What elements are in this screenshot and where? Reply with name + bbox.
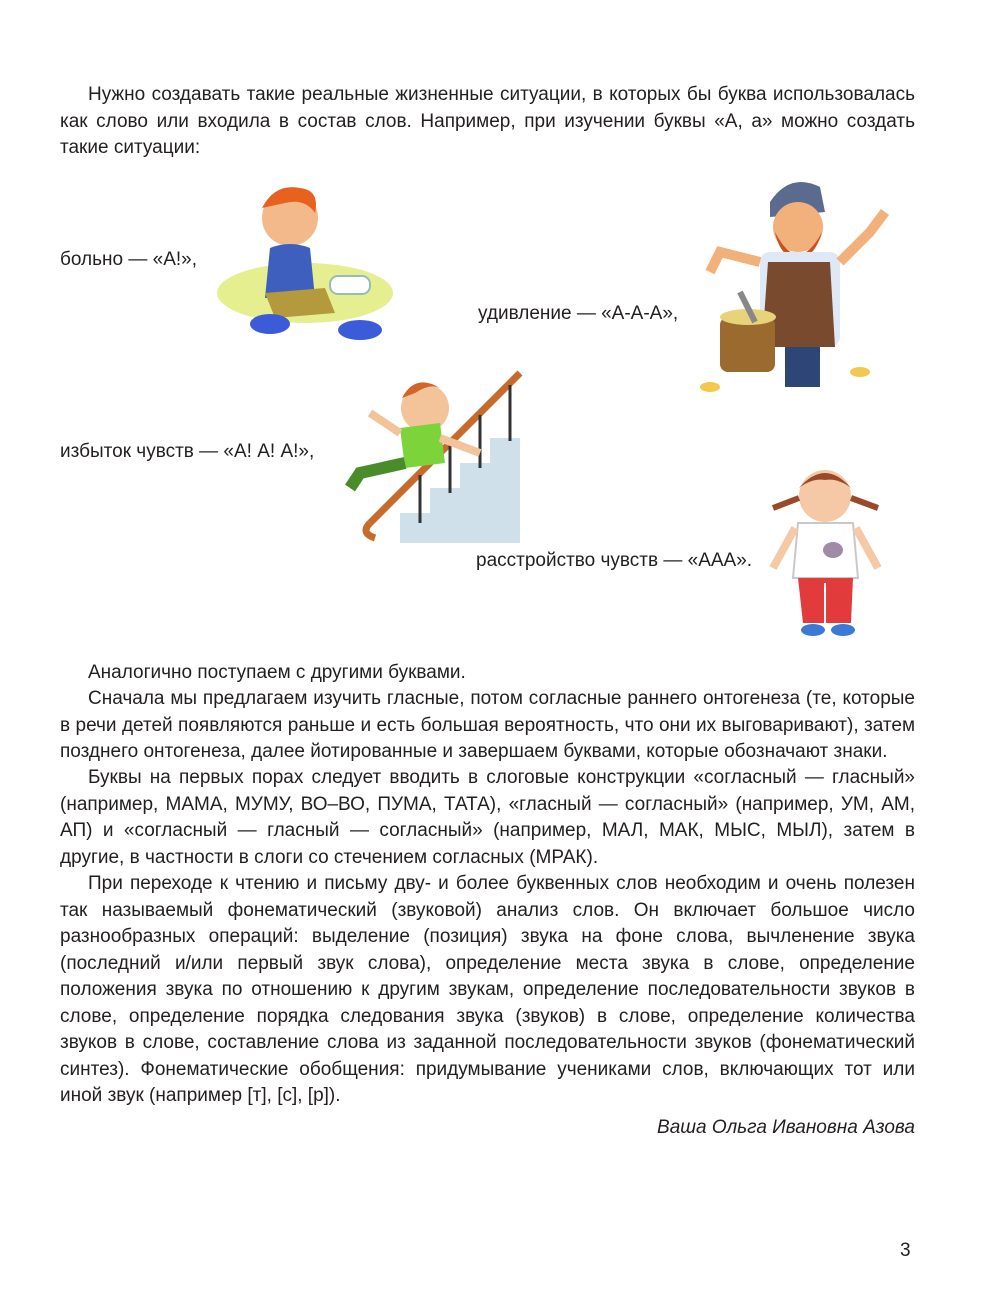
surprised-man-illustration	[700, 172, 900, 408]
boy-sliding-banister-illustration	[330, 353, 530, 548]
paragraph-similar: Аналогично поступаем с другими буквами.	[88, 662, 466, 683]
author-signature: Ваша Ольга Ивановна Азова	[657, 1117, 915, 1138]
page-number: 3	[900, 1240, 911, 1261]
caption-pain: больно — «А!»,	[60, 249, 197, 270]
caption-upset: расстройство чувств — «ААА».	[476, 550, 753, 571]
paragraph-phonemic-analysis: При переходе к чтению и письму дву- и более буквенных слов необходим и очень полезен так называемый фонематический (звуковой) анализ слов. Он включает большое число разнообразных операций: выделение (позиция) звука на фоне слова, вычленение звука (последний и/или первый звук слова), определение места звука в слове, определение положения звука по отношению к другим звукам, определение последовательности звуков в слове, определение порядка следования звука (звуков) в слове, определение количества звуков в слове, составление слова из заданной последовательности звуков (фонематический синтез). Фонематические обобщения: придумывание учениками слов, включающих тот или иной звук (например [т], [с], [р]).	[60, 873, 915, 1106]
paragraph-vowels-consonants: Сначала мы предлагаем изучить гласные, потом согласные раннего онтогенеза (те, которые в речи детей появляются раньше и есть большая вероятность, что они их выговаривают), затем позднего онтогенеза, далее йотированные и завершаем буквами, которые обозначают знаки.	[60, 688, 915, 762]
intro-paragraph: Нужно создавать такие реальные жизненные ситуации, в которых бы буква использовалась как слово или входила в состав слов. Например, при изучении буквы «А, а» можно создать такие ситуации:	[60, 84, 915, 158]
hurt-boy-illustration	[215, 178, 395, 348]
caption-excess-feelings: избыток чувств — «А! А! А!»,	[60, 441, 315, 462]
paragraph-syllables: Буквы на первых порах следует вводить в слоговые конструкции «согласный — гласный» (например, МАМА, МУМУ, ВО–ВО, ПУМА, ТАТА), «гласный — согласный» (например, УМ, АМ, АП) и «согласный — гласный — согласный» (например, МАЛ, МАК, МЫС, МЫЛ), затем в другие, в частности в слоги со стечением согласных (МРАК).	[60, 767, 915, 868]
caption-surprise: удивление — «А-А-А»,	[478, 303, 679, 324]
upset-girl-illustration	[763, 458, 888, 638]
